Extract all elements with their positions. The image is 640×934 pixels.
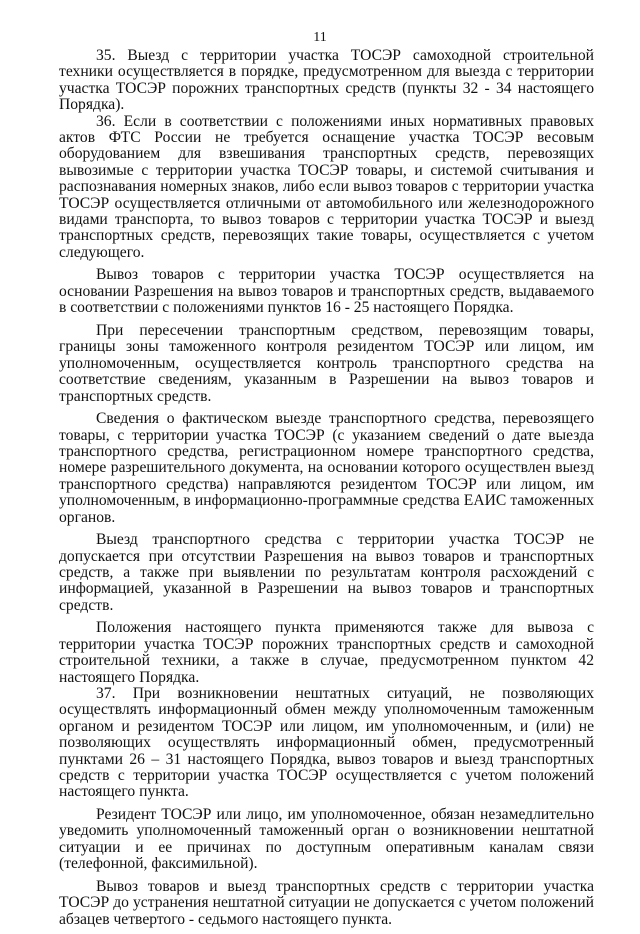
paragraph-37-restriction: Вывоз товаров и выезд транспортных средств с территории участка ТОСЭР до устранения нештатной ситуации не допускается с учетом положений абзацев четвертого - седьмого настоящего пункта. bbox=[59, 877, 594, 928]
paragraph-35: 35. Выезд с территории участка ТОСЭР самоходной строительной техники осуществляется в порядке, предусмотренном для выезда с территории участка ТОСЭР порожних транспортных средств (пункты 32 - 34 настоящего Порядка). bbox=[59, 47, 594, 114]
paragraph-36-export-basis: Вывоз товаров с территории участка ТОСЭР осуществляется на основании Разрешения на вывоз товаров и транспортных средств, выдаваемого в соответствии с положениями пунктов 16 - 25 настоящего Порядка. bbox=[59, 266, 594, 317]
page-number: 11 bbox=[313, 30, 327, 45]
paragraph-37-notification: Резидент ТОСЭР или лицо, им уполномоченное, обязан незамедлительно уведомить уполномоченный таможенный орган о возникновении нештатной ситуации и ее причинах по доступным оперативным каналам связи (телефонной, факсимильной). bbox=[59, 806, 594, 873]
paragraph-36-exit-info: Сведения о фактическом выезде транспортного средства, перевозящего товары, с территории участка ТОСЭР (с указанием сведений о дате выезда транспортного средства, регистрационном номере транспортного средства, номере разрешительного документа, на основании которого осуществлен выезд транспортного средства) направляются резидентом ТОСЭР или лицом, им уполномоченным, в информационно-программные средства ЕАИС таможенных органов. bbox=[59, 410, 594, 526]
paragraph-37: 37. При возникновении нештатных ситуаций, не позволяющих осуществлять информационный обмен между уполномоченным таможенным органом и резидентом ТОСЭР или лицом, им уполномоченным, и (или) не позволяющих осуществлять информационный обмен, предусмотренный пунктами 26 – 31 настоящего Порядка, вывоз товаров и выезд транспортных средств с территории участка ТОСЭР осуществляется с учетом положений настоящего пункта. bbox=[59, 684, 594, 801]
paragraph-36-applicability: Положения настоящего пункта применяются также для вывоза с территории участка ТОСЭР порожних транспортных средств и самоходной строительной техники, а также в случае, предусмотренном пунктом 42 настоящего Порядка. bbox=[59, 619, 594, 686]
document-body bbox=[59, 48, 594, 934]
paragraph-36-zone-control: При пересечении транспортным средством, перевозящим товары, границы зоны таможенного контроля резидентом ТОСЭР или лицом, им уполномоченным, осуществляется контроль транспортного средства на соответствие сведениям, указанным в Разрешении на вывоз товаров и транспортных средств. bbox=[59, 321, 594, 405]
paragraph-36: 36. Если в соответствии с положениями иных нормативных правовых актов ФТС России не требуется оснащение участка ТОСЭР весовым оборудованием для взвешивания транспортных средств, перевозящих вывозимые с территории участка ТОСЭР товары, и системой считывания и распознавания номерных знаков, либо если вывоз товаров с территории участка ТОСЭР осуществляется отличными от автомобильного или железнодорожного видами транспорта, то вывоз товаров с территории участка ТОСЭР и выезд транспортных средств, перевозящих такие товары, осуществляется с учетом следующего. bbox=[59, 112, 594, 261]
paragraph-36-exit-restriction: Выезд транспортного средства с территории участка ТОСЭР не допускается при отсутствии Разрешения на вывоз товаров и транспортных средств, а также при выявлении по результатам контроля расхождений с информацией, указанной в Разрешении на вывоз товаров и транспортных средств. bbox=[59, 531, 594, 614]
